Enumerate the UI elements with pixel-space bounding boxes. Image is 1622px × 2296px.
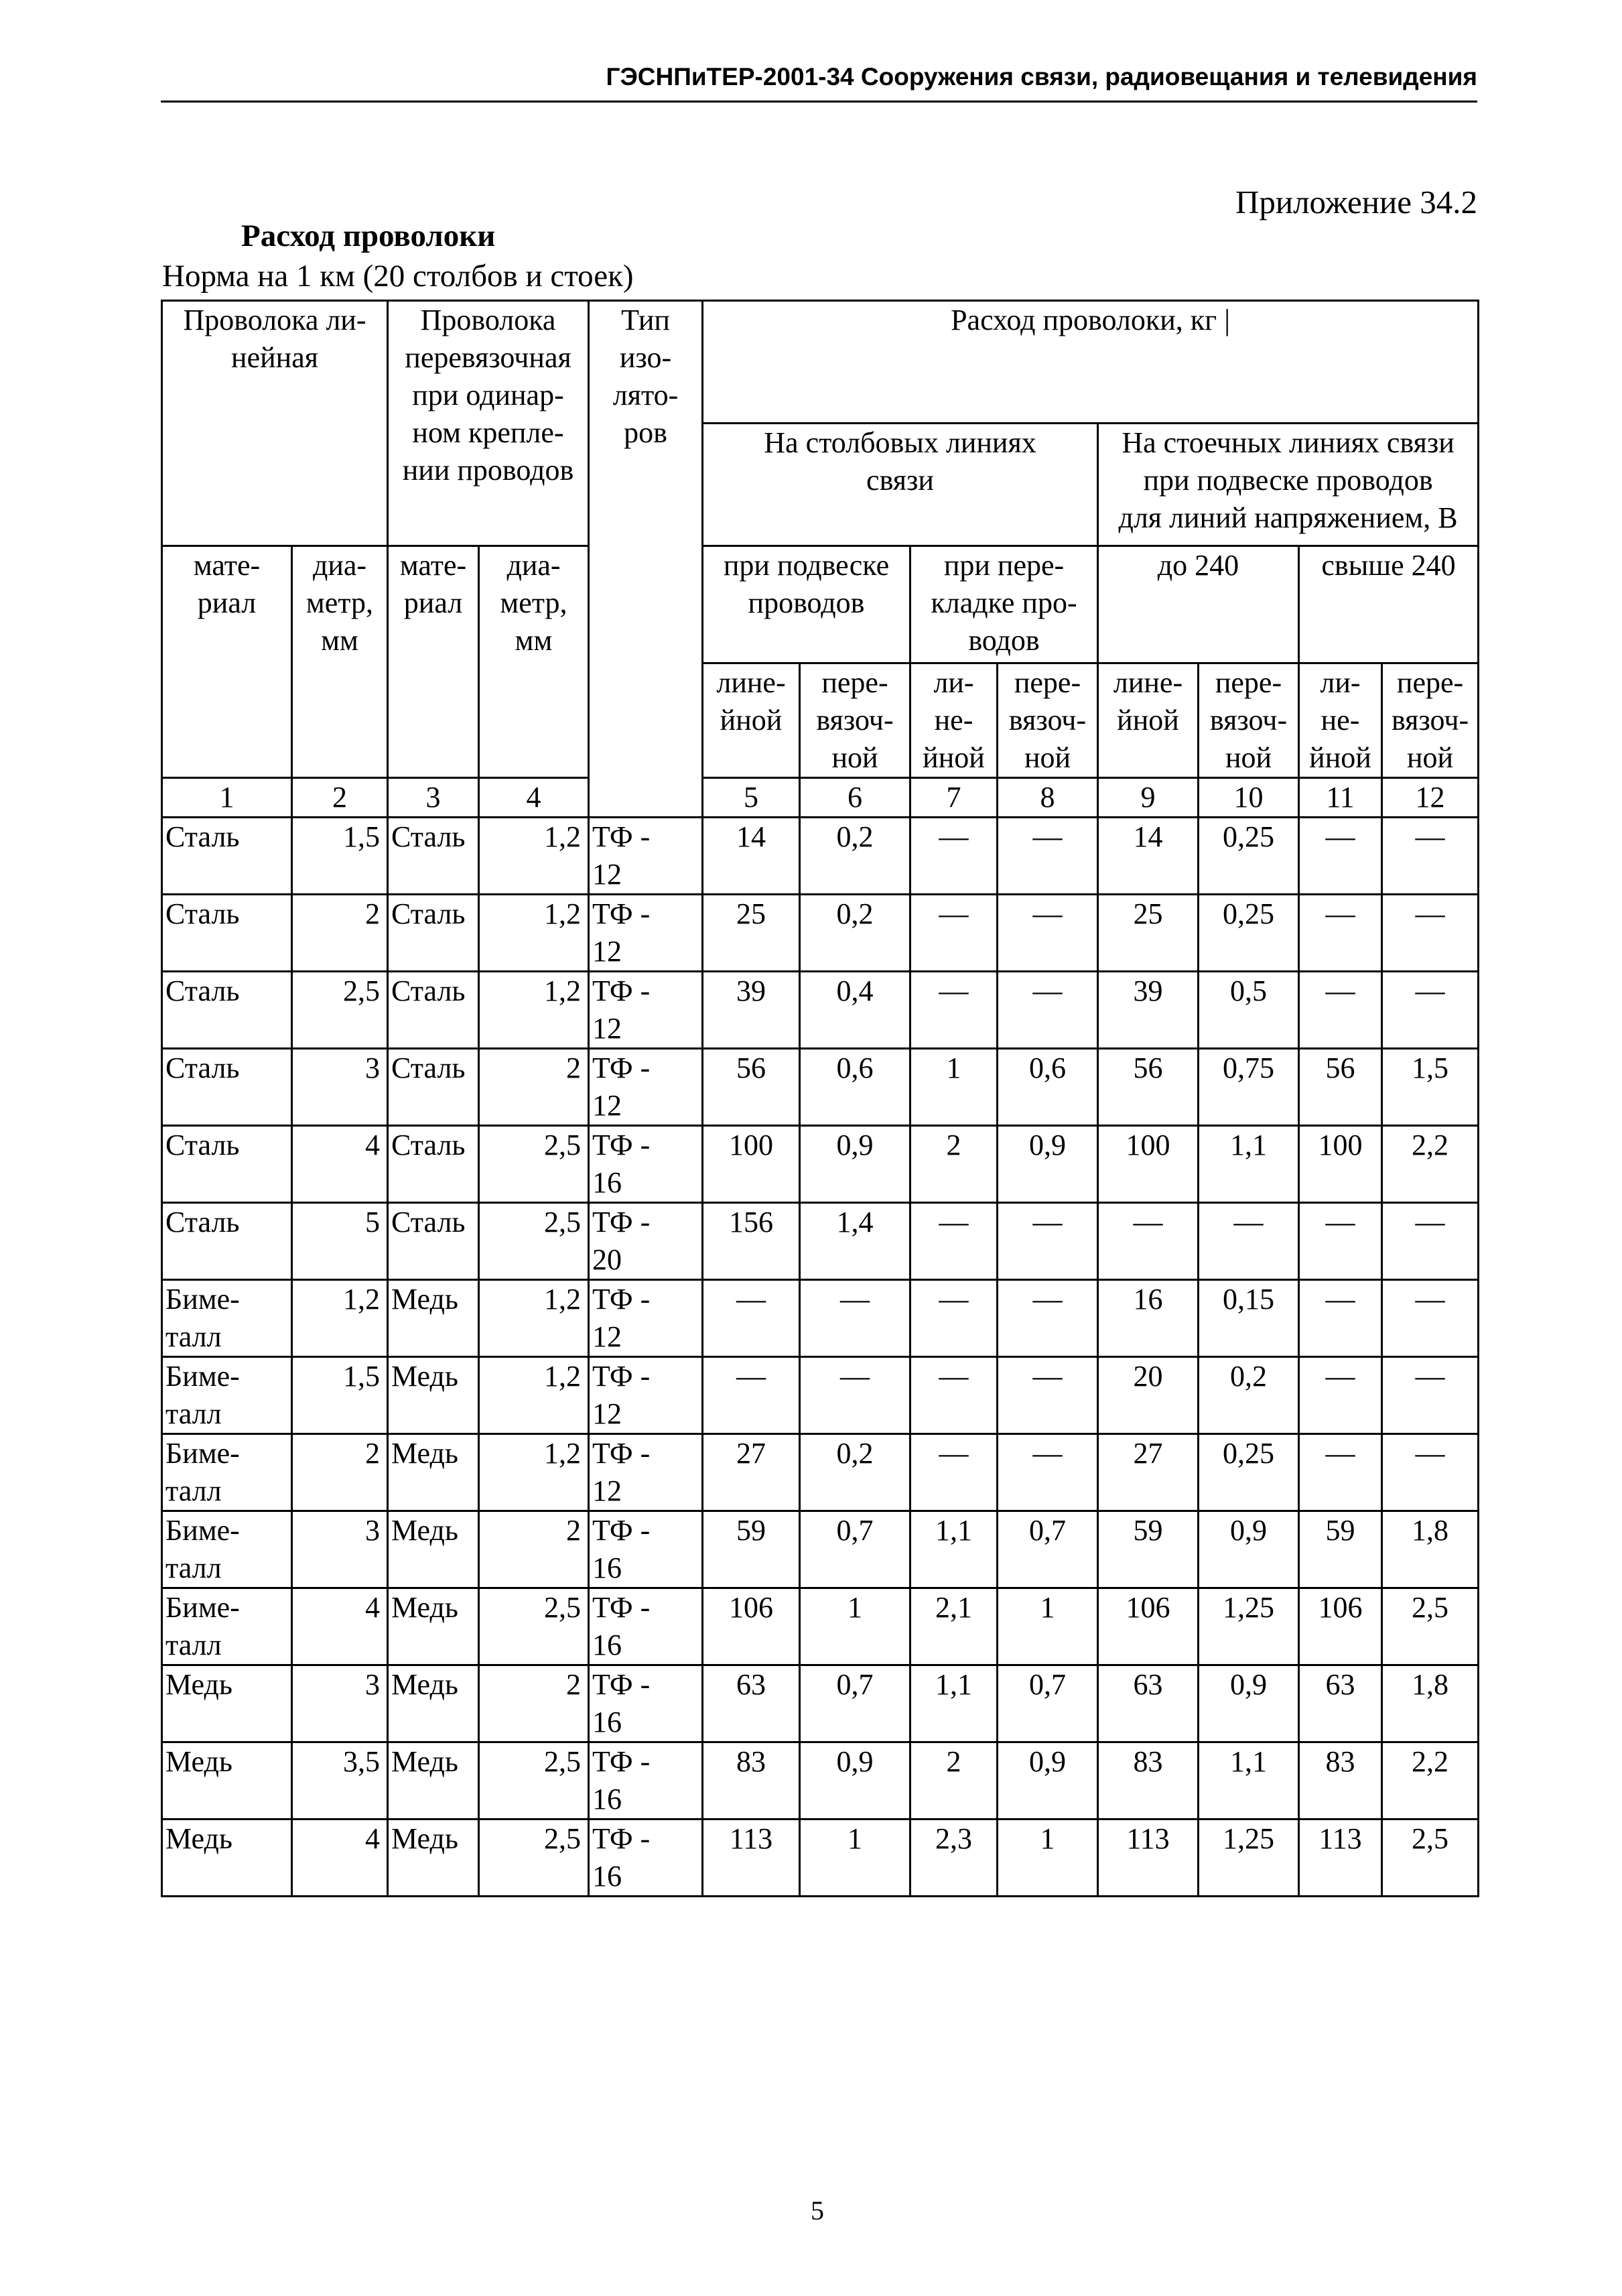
table-body xyxy=(162,818,1479,1897)
cell-line-material: Медь xyxy=(162,1742,292,1820)
cell-line-material: Биме- талл xyxy=(162,1511,292,1588)
cell-pole-suspension-line: 156 xyxy=(703,1203,800,1280)
cell-rack-over-240-binding: — xyxy=(1382,818,1479,895)
cell-rack-240-binding: 0,25 xyxy=(1199,818,1299,895)
cell-line-diameter: 3 xyxy=(292,1665,388,1742)
column-number: 12 xyxy=(1382,778,1479,818)
cell-binding-material: Медь xyxy=(388,1665,479,1742)
header-rule xyxy=(161,101,1477,103)
header-relaying: при пере- кладке про- водов xyxy=(910,546,1098,663)
column-number: 3 xyxy=(388,778,479,818)
cell-pole-relaying-binding: — xyxy=(998,818,1098,895)
cell-line-material: Сталь xyxy=(162,818,292,895)
cell-rack-over-240-line: 100 xyxy=(1299,1126,1382,1203)
norm-note: Норма на 1 км (20 столбов и стоек) xyxy=(162,259,634,294)
cell-pole-relaying-binding: 1 xyxy=(998,1820,1098,1897)
document-title: Расход проволоки xyxy=(241,218,496,253)
cell-pole-suspension-binding: 1 xyxy=(800,1820,910,1897)
cell-pole-suspension-binding: 1,4 xyxy=(800,1203,910,1280)
column-number: 6 xyxy=(800,778,910,818)
cell-binding-material: Медь xyxy=(388,1357,479,1434)
table-row xyxy=(162,1665,1479,1742)
cell-rack-over-240-binding: — xyxy=(1382,1434,1479,1511)
cell-pole-relaying-line: — xyxy=(910,818,998,895)
column-number-row xyxy=(162,778,1479,818)
cell-pole-relaying-line: 2,1 xyxy=(910,1588,998,1665)
cell-pole-relaying-line: 1,1 xyxy=(910,1665,998,1742)
cell-rack-240-binding: 0,15 xyxy=(1199,1280,1299,1357)
cell-line-material: Биме- талл xyxy=(162,1588,292,1665)
header-sub-binding-suspension: пере- вязоч- ной xyxy=(800,663,910,778)
cell-binding-material: Сталь xyxy=(388,1126,479,1203)
cell-pole-relaying-line: 2 xyxy=(910,1742,998,1820)
page-number: 5 xyxy=(811,2195,824,2226)
cell-insulator-type: ТФ - 16 xyxy=(589,1742,703,1820)
header-line-wire: Проволока ли- нейная xyxy=(162,301,388,546)
cell-line-material: Биме- талл xyxy=(162,1280,292,1357)
cell-rack-240-binding: 1,25 xyxy=(1199,1820,1299,1897)
column-number: 5 xyxy=(703,778,800,818)
cell-binding-material: Медь xyxy=(388,1820,479,1897)
cell-rack-240-binding: 1,25 xyxy=(1199,1588,1299,1665)
cell-rack-240-line: 83 xyxy=(1098,1742,1199,1820)
cell-rack-240-line: 106 xyxy=(1098,1588,1199,1665)
cell-pole-suspension-line: 56 xyxy=(703,1049,800,1126)
cell-insulator-type: ТФ - 12 xyxy=(589,1434,703,1511)
cell-line-diameter: 2 xyxy=(292,895,388,972)
cell-rack-240-binding: 0,25 xyxy=(1199,895,1299,972)
cell-pole-suspension-binding: 1 xyxy=(800,1588,910,1665)
cell-binding-diameter: 1,2 xyxy=(479,972,589,1049)
header-sub-line-suspension: лине- йной xyxy=(703,663,800,778)
cell-rack-over-240-binding: 1,8 xyxy=(1382,1511,1479,1588)
cell-insulator-type: ТФ - 12 xyxy=(589,1357,703,1434)
cell-line-diameter: 4 xyxy=(292,1820,388,1897)
cell-binding-diameter: 1,2 xyxy=(479,818,589,895)
header-insulator-type: Тип изо- лято- ров xyxy=(589,301,703,818)
table-row xyxy=(162,895,1479,972)
cell-pole-relaying-binding: 0,7 xyxy=(998,1665,1098,1742)
column-number: 10 xyxy=(1199,778,1299,818)
cell-rack-240-line: 27 xyxy=(1098,1434,1199,1511)
cell-rack-240-binding: 0,2 xyxy=(1199,1357,1299,1434)
column-number: 8 xyxy=(998,778,1098,818)
cell-line-material: Сталь xyxy=(162,1049,292,1126)
cell-rack-over-240-binding: — xyxy=(1382,895,1479,972)
cell-pole-suspension-line: 59 xyxy=(703,1511,800,1588)
cell-line-material: Медь xyxy=(162,1820,292,1897)
cell-line-material: Биме- талл xyxy=(162,1434,292,1511)
cell-pole-suspension-binding: — xyxy=(800,1280,910,1357)
cell-pole-suspension-line: 113 xyxy=(703,1820,800,1897)
cell-pole-suspension-line: 14 xyxy=(703,818,800,895)
cell-pole-relaying-binding: 0,7 xyxy=(998,1511,1098,1588)
cell-pole-relaying-line: 1,1 xyxy=(910,1511,998,1588)
cell-rack-240-line: 59 xyxy=(1098,1511,1199,1588)
cell-pole-relaying-line: 2,3 xyxy=(910,1820,998,1897)
cell-binding-material: Медь xyxy=(388,1434,479,1511)
cell-rack-over-240-line: 113 xyxy=(1299,1820,1382,1897)
cell-binding-diameter: 1,2 xyxy=(479,895,589,972)
cell-line-material: Биме- талл xyxy=(162,1357,292,1434)
cell-insulator-type: ТФ - 12 xyxy=(589,1280,703,1357)
cell-rack-240-line: 113 xyxy=(1098,1820,1199,1897)
cell-pole-suspension-binding: 0,2 xyxy=(800,1434,910,1511)
cell-line-diameter: 5 xyxy=(292,1203,388,1280)
cell-pole-suspension-line: — xyxy=(703,1280,800,1357)
cell-line-diameter: 3 xyxy=(292,1511,388,1588)
cell-binding-material: Медь xyxy=(388,1742,479,1820)
cell-rack-over-240-binding: — xyxy=(1382,1357,1479,1434)
cell-pole-suspension-line: 63 xyxy=(703,1665,800,1742)
cell-binding-diameter: 2,5 xyxy=(479,1203,589,1280)
column-number: 4 xyxy=(479,778,589,818)
cell-pole-suspension-binding: 0,2 xyxy=(800,895,910,972)
column-number: 2 xyxy=(292,778,388,818)
cell-rack-over-240-line: 83 xyxy=(1299,1742,1382,1820)
cell-binding-diameter: 1,2 xyxy=(479,1280,589,1357)
cell-pole-relaying-binding: 0,6 xyxy=(998,1049,1098,1126)
header-pole-lines: На столбовых линиях связи xyxy=(703,424,1098,546)
cell-pole-relaying-binding: — xyxy=(998,1357,1098,1434)
table-row xyxy=(162,1049,1479,1126)
cell-rack-over-240-binding: — xyxy=(1382,1203,1479,1280)
cell-rack-240-line: 39 xyxy=(1098,972,1199,1049)
cell-rack-240-binding: 0,9 xyxy=(1199,1511,1299,1588)
cell-line-diameter: 4 xyxy=(292,1126,388,1203)
header-binding-wire: Проволока перевязочная при одинар- ном крепле- нии проводов xyxy=(388,301,589,546)
cell-pole-suspension-line: 25 xyxy=(703,895,800,972)
cell-pole-relaying-binding: 0,9 xyxy=(998,1126,1098,1203)
header-diameter-binding: диа- метр, мм xyxy=(479,546,589,778)
column-number: 7 xyxy=(910,778,998,818)
cell-binding-material: Сталь xyxy=(388,1203,479,1280)
cell-binding-material: Медь xyxy=(388,1511,479,1588)
cell-pole-relaying-binding: 0,9 xyxy=(998,1742,1098,1820)
cell-rack-240-binding: 1,1 xyxy=(1199,1126,1299,1203)
running-header: ГЭСНПиТЕР-2001-34 Сооружения связи, радиовещания и телевидения xyxy=(606,63,1477,90)
cell-rack-over-240-binding: 2,2 xyxy=(1382,1126,1479,1203)
cell-rack-240-binding: 1,1 xyxy=(1199,1742,1299,1820)
cell-insulator-type: ТФ - 16 xyxy=(589,1126,703,1203)
cell-pole-relaying-binding: — xyxy=(998,1280,1098,1357)
cell-pole-relaying-line: — xyxy=(910,895,998,972)
cell-binding-diameter: 2,5 xyxy=(479,1126,589,1203)
cell-insulator-type: ТФ - 16 xyxy=(589,1820,703,1897)
cell-pole-relaying-line: 1 xyxy=(910,1049,998,1126)
header-sub-line-over-240: ли- не- йной xyxy=(1299,663,1382,778)
cell-rack-over-240-line: 59 xyxy=(1299,1511,1382,1588)
cell-pole-relaying-line: — xyxy=(910,1434,998,1511)
cell-pole-suspension-binding: — xyxy=(800,1357,910,1434)
cell-insulator-type: ТФ - 20 xyxy=(589,1203,703,1280)
cell-line-diameter: 3,5 xyxy=(292,1742,388,1820)
header-material-line: мате- риал xyxy=(162,546,292,778)
cell-rack-over-240-binding: 2,2 xyxy=(1382,1742,1479,1820)
cell-line-diameter: 3 xyxy=(292,1049,388,1126)
cell-pole-relaying-binding: — xyxy=(998,972,1098,1049)
table-row xyxy=(162,1742,1479,1820)
cell-rack-240-line: 63 xyxy=(1098,1665,1199,1742)
cell-pole-relaying-binding: — xyxy=(998,1203,1098,1280)
table-row xyxy=(162,1280,1479,1357)
cell-line-material: Сталь xyxy=(162,972,292,1049)
cell-rack-over-240-line: — xyxy=(1299,818,1382,895)
cell-rack-over-240-line: — xyxy=(1299,895,1382,972)
cell-line-material: Сталь xyxy=(162,1203,292,1280)
table-row xyxy=(162,1511,1479,1588)
cell-pole-suspension-binding: 0,9 xyxy=(800,1742,910,1820)
cell-pole-relaying-binding: — xyxy=(998,895,1098,972)
cell-binding-diameter: 2 xyxy=(479,1049,589,1126)
cell-pole-suspension-line: 83 xyxy=(703,1742,800,1820)
header-sub-line-relaying: ли- не- йной xyxy=(910,663,998,778)
cell-rack-over-240-binding: 2,5 xyxy=(1382,1820,1479,1897)
header-rack-lines: На стоечных линиях связи при подвеске проводов для линий напряжением, В xyxy=(1098,424,1479,546)
cell-rack-over-240-binding: — xyxy=(1382,972,1479,1049)
cell-binding-diameter: 2 xyxy=(479,1665,589,1742)
header-sub-binding-relaying: пере- вязоч- ной xyxy=(998,663,1098,778)
cell-rack-over-240-line: — xyxy=(1299,1434,1382,1511)
header-suspension: при подвеске проводов xyxy=(703,546,910,663)
cell-rack-over-240-line: — xyxy=(1299,1203,1382,1280)
column-number: 11 xyxy=(1299,778,1382,818)
header-wire-consumption: Расход проволоки, кг | xyxy=(703,301,1479,424)
cell-rack-240-line: 14 xyxy=(1098,818,1199,895)
cell-rack-240-binding: — xyxy=(1199,1203,1299,1280)
cell-pole-suspension-binding: 0,7 xyxy=(800,1665,910,1742)
cell-pole-suspension-binding: 0,2 xyxy=(800,818,910,895)
cell-line-diameter: 1,5 xyxy=(292,1357,388,1434)
cell-line-diameter: 1,5 xyxy=(292,818,388,895)
header-sub-binding-over-240: пере- вязоч- ной xyxy=(1382,663,1479,778)
cell-rack-over-240-binding: 2,5 xyxy=(1382,1588,1479,1665)
cell-binding-material: Медь xyxy=(388,1280,479,1357)
cell-insulator-type: ТФ - 12 xyxy=(589,1049,703,1126)
table-row xyxy=(162,1588,1479,1665)
cell-pole-suspension-binding: 0,9 xyxy=(800,1126,910,1203)
cell-insulator-type: ТФ - 16 xyxy=(589,1588,703,1665)
cell-pole-relaying-line: — xyxy=(910,1203,998,1280)
table-row xyxy=(162,1126,1479,1203)
header-up-to-240: до 240 xyxy=(1098,546,1299,663)
cell-rack-over-240-line: 106 xyxy=(1299,1588,1382,1665)
appendix-label: Приложение 34.2 xyxy=(1235,184,1477,220)
cell-line-material: Медь xyxy=(162,1665,292,1742)
header-sub-line-240: лине- йной xyxy=(1098,663,1199,778)
cell-pole-suspension-line: — xyxy=(703,1357,800,1434)
header-over-240: свыше 240 xyxy=(1299,546,1479,663)
cell-binding-material: Сталь xyxy=(388,818,479,895)
cell-binding-diameter: 2,5 xyxy=(479,1742,589,1820)
cell-rack-240-binding: 0,5 xyxy=(1199,972,1299,1049)
cell-pole-suspension-line: 106 xyxy=(703,1588,800,1665)
cell-binding-material: Сталь xyxy=(388,895,479,972)
cell-binding-material: Медь xyxy=(388,1588,479,1665)
cell-pole-relaying-binding: 1 xyxy=(998,1588,1098,1665)
cell-rack-240-binding: 0,25 xyxy=(1199,1434,1299,1511)
cell-rack-over-240-line: 56 xyxy=(1299,1049,1382,1126)
cell-pole-relaying-line: — xyxy=(910,1357,998,1434)
cell-pole-relaying-binding: — xyxy=(998,1434,1098,1511)
cell-line-diameter: 4 xyxy=(292,1588,388,1665)
cell-insulator-type: ТФ - 12 xyxy=(589,895,703,972)
cell-rack-240-line: 20 xyxy=(1098,1357,1199,1434)
wire-consumption-table xyxy=(161,300,1479,1897)
cell-pole-relaying-line: — xyxy=(910,1280,998,1357)
cell-insulator-type: ТФ - 12 xyxy=(589,818,703,895)
cell-rack-over-240-line: — xyxy=(1299,1280,1382,1357)
header-sub-binding-240: пере- вязоч- ной xyxy=(1199,663,1299,778)
cell-pole-suspension-line: 27 xyxy=(703,1434,800,1511)
column-number: 9 xyxy=(1098,778,1199,818)
cell-line-diameter: 2,5 xyxy=(292,972,388,1049)
cell-line-material: Сталь xyxy=(162,895,292,972)
table-row xyxy=(162,1357,1479,1434)
cell-insulator-type: ТФ - 16 xyxy=(589,1511,703,1588)
cell-rack-240-line: 100 xyxy=(1098,1126,1199,1203)
cell-line-diameter: 2 xyxy=(292,1434,388,1511)
cell-line-diameter: 1,2 xyxy=(292,1280,388,1357)
cell-pole-suspension-line: 39 xyxy=(703,972,800,1049)
cell-rack-240-line: 56 xyxy=(1098,1049,1199,1126)
cell-rack-over-240-binding: — xyxy=(1382,1280,1479,1357)
cell-binding-diameter: 1,2 xyxy=(479,1357,589,1434)
table-row xyxy=(162,818,1479,895)
cell-binding-material: Сталь xyxy=(388,1049,479,1126)
column-number: 1 xyxy=(162,778,292,818)
cell-rack-over-240-line: — xyxy=(1299,1357,1382,1434)
cell-binding-diameter: 2,5 xyxy=(479,1820,589,1897)
cell-pole-relaying-line: 2 xyxy=(910,1126,998,1203)
table-row xyxy=(162,1203,1479,1280)
cell-pole-suspension-binding: 0,6 xyxy=(800,1049,910,1126)
cell-pole-suspension-binding: 0,4 xyxy=(800,972,910,1049)
header-diameter-line: диа- метр, мм xyxy=(292,546,388,778)
cell-binding-diameter: 2,5 xyxy=(479,1588,589,1665)
cell-rack-240-binding: 0,9 xyxy=(1199,1665,1299,1742)
cell-pole-suspension-binding: 0,7 xyxy=(800,1511,910,1588)
table-row xyxy=(162,1434,1479,1511)
table-row xyxy=(162,1820,1479,1897)
cell-rack-240-binding: 0,75 xyxy=(1199,1049,1299,1126)
cell-rack-240-line: — xyxy=(1098,1203,1199,1280)
cell-binding-diameter: 2 xyxy=(479,1511,589,1588)
table-row xyxy=(162,972,1479,1049)
cell-insulator-type: ТФ - 16 xyxy=(589,1665,703,1742)
cell-insulator-type: ТФ - 12 xyxy=(589,972,703,1049)
cell-rack-over-240-line: 63 xyxy=(1299,1665,1382,1742)
cell-pole-relaying-line: — xyxy=(910,972,998,1049)
cell-rack-240-line: 16 xyxy=(1098,1280,1199,1357)
cell-rack-over-240-line: — xyxy=(1299,972,1382,1049)
cell-rack-over-240-binding: 1,5 xyxy=(1382,1049,1479,1126)
cell-rack-240-line: 25 xyxy=(1098,895,1199,972)
cell-rack-over-240-binding: 1,8 xyxy=(1382,1665,1479,1742)
header-material-binding: мате- риал xyxy=(388,546,479,778)
cell-pole-suspension-line: 100 xyxy=(703,1126,800,1203)
cell-line-material: Сталь xyxy=(162,1126,292,1203)
cell-binding-diameter: 1,2 xyxy=(479,1434,589,1511)
cell-binding-material: Сталь xyxy=(388,972,479,1049)
